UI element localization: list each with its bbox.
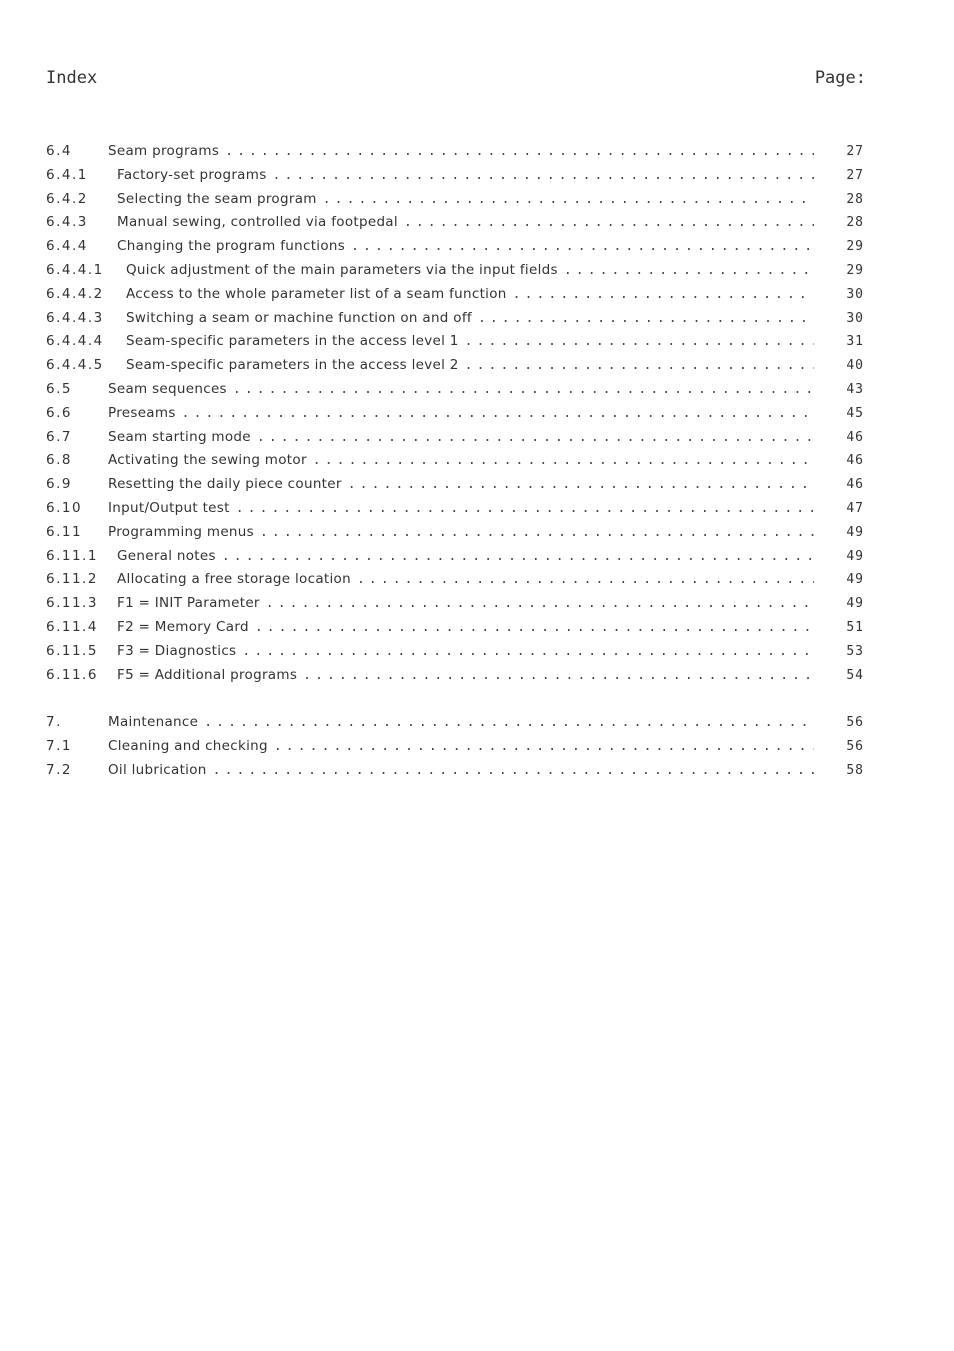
toc-entry-page-number: 49 <box>846 596 864 612</box>
dot-leader <box>513 283 814 307</box>
toc-entry-page-number: 30 <box>846 286 864 302</box>
toc-entry-body <box>108 711 814 735</box>
toc-entry[interactable] <box>46 330 864 354</box>
toc-entry-title: F3 = Diagnostics <box>117 640 242 664</box>
toc-entry-title: Preseams <box>108 402 182 426</box>
dot-leader <box>242 640 814 664</box>
toc-entry[interactable] <box>46 164 864 188</box>
toc-entry-number: 6.4.2 <box>46 190 88 207</box>
toc-entry-body <box>126 283 814 307</box>
toc-entry-page-number: 58 <box>846 762 864 778</box>
toc-entry-number: 6.10 <box>46 499 83 516</box>
toc-entry-title: Input/Output test <box>108 497 236 521</box>
toc-entry-title: Cleaning and checking <box>108 735 274 759</box>
index-heading: Index <box>46 68 98 88</box>
toc-entry-page-number: 28 <box>846 191 864 207</box>
toc-entry-title: Activating the sewing motor <box>108 449 313 473</box>
toc-entry-title: Oil lubrication <box>108 759 213 783</box>
toc-entry[interactable] <box>46 378 864 402</box>
toc-entry-page-number: 46 <box>846 453 864 469</box>
toc-entry-number: 6.9 <box>46 476 72 493</box>
dot-leader <box>255 616 814 640</box>
toc-entry-page-number: 49 <box>846 548 864 564</box>
dot-leader <box>257 426 814 450</box>
toc-entry-page-number: 49 <box>846 524 864 540</box>
toc-entry-number: 6.4 <box>46 143 72 159</box>
toc-entry-page-number: 45 <box>846 405 864 421</box>
toc-entry-page-number: 29 <box>846 262 864 278</box>
toc-entry-title: Factory-set programs <box>117 164 273 188</box>
toc-entry-body <box>108 521 814 545</box>
toc-entry-body <box>108 759 814 783</box>
toc-entry-body <box>108 378 814 402</box>
toc-entry-body <box>126 354 814 378</box>
toc-entry-title: Programming menus <box>108 521 260 545</box>
toc-entry-body <box>117 640 814 664</box>
toc-entry-body <box>117 164 814 188</box>
toc-entry-number: 6.11.1 <box>46 547 98 564</box>
toc-entry-number: 6.11 <box>46 523 83 540</box>
toc-entry-page-number: 43 <box>846 381 864 397</box>
toc-entry[interactable] <box>46 473 864 497</box>
toc-entry-page-number: 28 <box>846 215 864 231</box>
toc-entry-number: 6.4.4.3 <box>46 309 104 326</box>
dot-leader <box>478 307 814 331</box>
toc-entry[interactable] <box>46 735 864 759</box>
dot-leader <box>274 735 814 759</box>
toc-entry-body <box>117 188 814 212</box>
toc-entry-body <box>117 664 814 688</box>
toc-entry-title: Resetting the daily piece counter <box>108 473 348 497</box>
toc-entry-page-number: 49 <box>846 572 864 588</box>
toc-entry-body <box>117 592 814 616</box>
toc-entry-title: Seam programs <box>108 140 225 164</box>
toc-entry-page-number: 47 <box>846 500 864 516</box>
toc-entry[interactable] <box>46 711 864 735</box>
toc-entry-number: 6.4.4 <box>46 238 88 255</box>
toc-entry[interactable] <box>46 307 864 331</box>
toc-entry-page-number: 27 <box>846 144 864 159</box>
toc-entry-number: 6.5 <box>46 380 72 397</box>
dot-leader <box>222 545 814 569</box>
toc-entry[interactable] <box>46 283 864 307</box>
toc-entry-title: Access to the whole parameter list of a seam function <box>126 283 513 307</box>
toc-entry-number: 6.8 <box>46 452 72 469</box>
toc-entry-body <box>126 259 814 283</box>
toc-entry-number: 6.4.4.5 <box>46 357 104 374</box>
toc-entry-title: Switching a seam or machine function on and off <box>126 307 478 331</box>
toc-entry-page-number: 29 <box>846 239 864 255</box>
toc-entry-body <box>126 307 814 331</box>
toc-entry-number: 6.4.1 <box>46 166 88 183</box>
dot-leader <box>303 664 814 688</box>
dot-leader <box>357 568 814 592</box>
toc-entry[interactable] <box>46 426 864 450</box>
toc-entry-number: 6.4.3 <box>46 214 88 231</box>
dot-leader <box>182 402 814 426</box>
toc-entry-number: 7. <box>46 714 62 731</box>
toc-entry-number: 6.4.4.1 <box>46 261 104 278</box>
toc-entry-title: F2 = Memory Card <box>117 616 255 640</box>
toc-entry-page-number: 30 <box>846 310 864 326</box>
toc-entry-page-number: 31 <box>846 334 864 350</box>
toc-entry-page-number: 46 <box>846 477 864 493</box>
page-column-heading: Page: <box>814 68 866 88</box>
toc-entry-number: 6.4.4.4 <box>46 333 104 350</box>
toc-entry-page-number: 51 <box>846 619 864 635</box>
toc-entry-page-number: 46 <box>846 429 864 445</box>
dot-leader <box>213 759 814 783</box>
toc-entry[interactable] <box>46 235 864 259</box>
toc-entry-title: Seam sequences <box>108 378 233 402</box>
toc-entry-page-number: 54 <box>846 667 864 683</box>
toc-entry[interactable] <box>46 211 864 235</box>
toc-entry-number: 7.1 <box>46 738 72 755</box>
toc-entry-body <box>117 616 814 640</box>
toc-entry-page-number: 56 <box>846 739 864 755</box>
dot-leader <box>233 378 814 402</box>
toc-entry[interactable] <box>46 616 864 640</box>
toc-entry-number: 6.7 <box>46 428 72 445</box>
dot-leader <box>465 330 814 354</box>
toc-entry-body <box>108 140 814 164</box>
toc-entry[interactable] <box>46 402 864 426</box>
toc-entry-body <box>108 735 814 759</box>
toc-entry[interactable] <box>46 497 864 521</box>
toc-entry-body <box>108 473 814 497</box>
toc-entry-number: 7.2 <box>46 761 72 778</box>
dot-leader <box>204 711 814 735</box>
toc-entry[interactable] <box>46 140 864 164</box>
dot-leader <box>348 473 814 497</box>
toc-entry-body <box>117 568 814 592</box>
toc-entry-title: Allocating a free storage location <box>117 568 357 592</box>
toc-entry-title: Selecting the seam program <box>117 188 323 212</box>
dot-leader <box>236 497 814 521</box>
dot-leader <box>404 211 814 235</box>
toc-entry-title: General notes <box>117 545 222 569</box>
toc-entry-number: 6.11.5 <box>46 642 98 659</box>
dot-leader <box>313 449 814 473</box>
toc-entry-title: Quick adjustment of the main parameters via the input fields <box>126 259 564 283</box>
toc-entry-title: Seam starting mode <box>108 426 257 450</box>
toc-entry[interactable] <box>46 640 864 664</box>
toc-entry-number: 6.6 <box>46 404 72 421</box>
toc-entry-number: 6.11.6 <box>46 666 98 683</box>
toc-entry-title: Changing the program functions <box>117 235 351 259</box>
dot-leader <box>323 188 814 212</box>
toc-entry-title: Manual sewing, controlled via footpedal <box>117 211 404 235</box>
toc-entry-body <box>117 211 814 235</box>
toc-entry[interactable] <box>46 759 864 783</box>
toc-entry-number: 6.11.2 <box>46 571 98 588</box>
toc-entry-title: Seam-specific parameters in the access level 2 <box>126 354 465 378</box>
dot-leader <box>266 592 814 616</box>
dot-leader <box>465 354 814 378</box>
toc-entry-number: 6.11.4 <box>46 618 98 635</box>
toc-entry-title: F5 = Additional programs <box>117 664 303 688</box>
toc-entry[interactable] <box>46 449 864 473</box>
toc-entry-title: F1 = INIT Parameter <box>117 592 266 616</box>
toc-entry[interactable] <box>46 188 864 212</box>
toc-entry-number: 6.4.4.2 <box>46 285 104 302</box>
dot-leader <box>273 164 814 188</box>
toc-entry[interactable] <box>46 592 864 616</box>
page-header <box>46 68 866 92</box>
toc-entry-body <box>108 497 814 521</box>
toc-entry-page-number: 56 <box>846 715 864 731</box>
toc-entry[interactable] <box>46 521 864 545</box>
toc-entry[interactable] <box>46 259 864 283</box>
toc-entry[interactable] <box>46 568 864 592</box>
toc-entry[interactable] <box>46 545 864 569</box>
toc-entry-page-number: 53 <box>846 643 864 659</box>
toc-entry-body <box>108 426 814 450</box>
toc-entry-page-number: 40 <box>846 358 864 374</box>
dot-leader <box>351 235 814 259</box>
toc-entry[interactable] <box>46 354 864 378</box>
dot-leader <box>564 259 814 283</box>
toc-entry-title: Maintenance <box>108 711 204 735</box>
toc-entry-body <box>117 235 814 259</box>
toc-entry-title: Seam-specific parameters in the access level 1 <box>126 330 465 354</box>
dot-leader <box>260 521 814 545</box>
toc-entry-body <box>117 545 814 569</box>
toc-entry[interactable] <box>46 664 864 688</box>
toc-entry-body <box>108 402 814 426</box>
dot-leader <box>225 140 814 164</box>
toc-entry-number: 6.11.3 <box>46 595 98 612</box>
toc-entry-body <box>126 330 814 354</box>
toc-entry-body <box>108 449 814 473</box>
table-of-contents <box>46 140 864 783</box>
toc-entry-page-number: 27 <box>846 167 864 183</box>
